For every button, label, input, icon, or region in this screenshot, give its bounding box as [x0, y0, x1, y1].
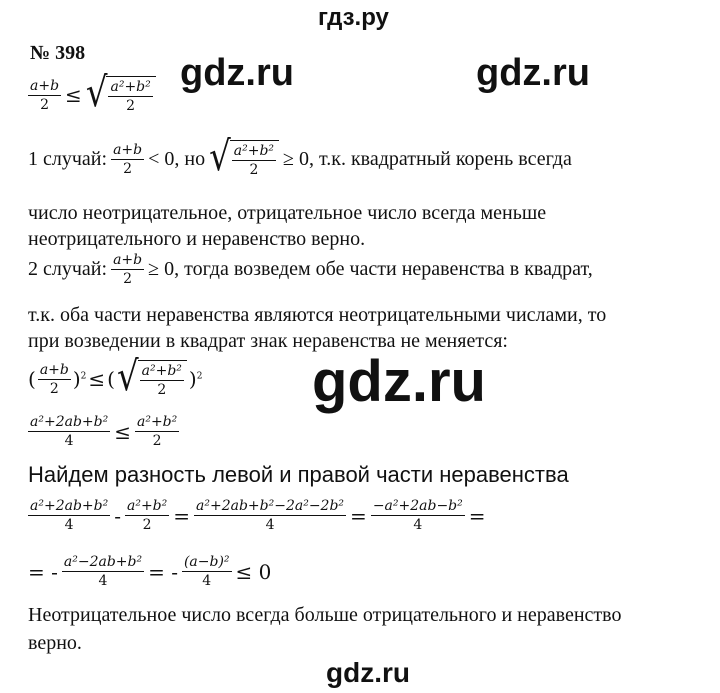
denominator: 2: [49, 380, 59, 397]
squared-inequality: ( $\frac{a+b}{2}$ )$^2$ ≤ ( √ $\frac{\text{a²+b²}}{2}$ )$^2$: [28, 352, 203, 401]
equals-sign: =: [350, 503, 367, 528]
case1-lt: < 0, но: [148, 147, 206, 170]
leq-sign: ≤: [88, 367, 106, 392]
fraction: [28, 78, 61, 113]
numerator: a+b: [38, 362, 71, 380]
numerator: a²+b²: [140, 363, 184, 381]
case1-line2: число неотрицательное, отрицательное число всегда меньше: [28, 202, 547, 224]
denominator: 2: [249, 162, 259, 179]
numerator: a²+2ab+b²−2a²−2b²: [194, 498, 346, 516]
denominator: 2: [152, 433, 162, 450]
numerator: −a²+2ab−b²: [371, 498, 465, 516]
denominator: 2: [142, 517, 152, 534]
denominator: 2: [123, 271, 133, 288]
conclusion-line2: верно.: [28, 632, 82, 654]
denominator: 4: [64, 433, 74, 450]
denominator: 2: [123, 160, 133, 177]
case2-prefix: 2 случай:: [28, 258, 108, 281]
square-root: [209, 132, 279, 181]
task-number: № 398: [30, 42, 86, 64]
equals-minus: = -: [28, 559, 58, 584]
denominator: 4: [64, 517, 74, 534]
leq-sign: ≤: [65, 83, 82, 108]
case2-ge: ≥ 0, тогда возведем обе части неравенства в квадрат,: [148, 258, 593, 281]
numerator: a+b: [111, 142, 144, 160]
watermark: gdz.ru: [312, 349, 486, 414]
conclusion-line1: Неотрицательное число всегда больше отрицательного и неравенство: [28, 604, 622, 626]
case1-ge: ≥ 0, т.к. квадратный корень всегда: [283, 147, 572, 170]
numerator: a²+b²: [232, 143, 276, 161]
watermark: gdz.ru: [180, 52, 294, 94]
denominator: 2: [40, 96, 49, 113]
difference-line2: [28, 554, 271, 589]
expanded-inequality: [28, 414, 179, 449]
le-zero: ≤ 0: [235, 559, 272, 584]
radical-sign: √: [116, 352, 139, 401]
numerator: a²+2ab+b²: [28, 414, 110, 432]
equals-sign: =: [468, 503, 486, 528]
numerator: a²+2ab+b²: [28, 498, 110, 516]
site-header: гдз.ру: [318, 4, 389, 31]
case1-line3: неотрицательного и неравенство верно.: [28, 228, 366, 250]
numerator: a+b: [111, 252, 144, 270]
case1-line: [28, 132, 572, 181]
square-root: [116, 352, 187, 401]
difference-line1: [28, 498, 486, 533]
numerator: (a−b)²: [182, 554, 232, 572]
equals-minus: = -: [148, 559, 178, 584]
denominator: 4: [98, 573, 108, 590]
numerator: a²+b²: [125, 498, 169, 516]
denominator: 2: [157, 382, 167, 399]
equals-sign: =: [173, 503, 191, 528]
initial-inequality: [28, 68, 156, 117]
radical-sign: √: [209, 132, 231, 181]
numerator: a²−2ab+b²: [62, 554, 144, 572]
case1-prefix: 1 случай:: [28, 147, 108, 170]
numerator: a²+b²: [108, 79, 152, 97]
denominator: 4: [413, 517, 423, 534]
leq-sign: ≤: [114, 419, 131, 444]
case2-line3: при возведении в квадрат знак неравенства не меняется:: [28, 330, 508, 352]
numerator: a²+b²: [135, 414, 179, 432]
square-root: [85, 68, 156, 117]
watermark: gdz.ru: [476, 52, 590, 94]
difference-heading: Найдем разность левой и правой части неравенства: [28, 462, 569, 487]
numerator: a+b: [28, 78, 61, 96]
denominator: 2: [126, 98, 136, 115]
case2-line: [28, 252, 593, 287]
denominator: 4: [202, 573, 212, 590]
minus-sign: -: [114, 503, 121, 528]
radical-sign: √: [85, 68, 108, 117]
case2-line2: т.к. оба части неравенства являются неотрицательными числами, то: [28, 304, 607, 326]
denominator: 4: [265, 517, 275, 534]
watermark: gdz.ru: [326, 657, 410, 688]
